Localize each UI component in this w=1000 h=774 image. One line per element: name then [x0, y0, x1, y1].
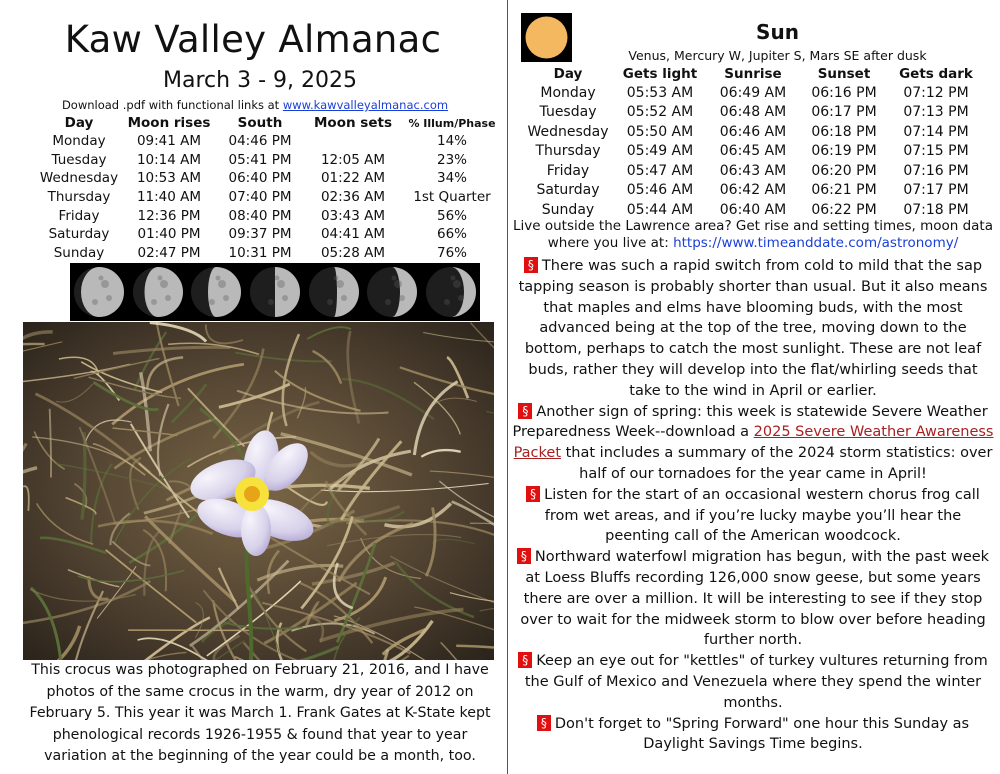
moon-header-rises: Moon rises [127, 115, 211, 131]
sun-light: 05:52 AM [626, 104, 694, 121]
table-row [524, 83, 982, 103]
moon-south: 05:41 PM [228, 151, 292, 168]
moon-rise: 10:14 AM [136, 151, 202, 168]
table-row [524, 122, 982, 142]
note-item [512, 714, 994, 756]
almanac-website-link[interactable]: www.kawvalleyalmanac.com [282, 98, 449, 112]
moon-icon [424, 265, 478, 319]
moon-phase-image [304, 263, 363, 321]
moon-south: 09:37 PM [228, 226, 292, 243]
table-row [524, 103, 982, 123]
sun-dark: 07:18 PM [903, 201, 969, 218]
moon-icon [365, 265, 419, 319]
section-mark-icon: § [518, 403, 532, 419]
moon-header-sets: Moon sets [314, 115, 392, 131]
sun-day: Thursday [535, 143, 601, 160]
table-row [524, 161, 982, 181]
moon-south: 07:40 PM [228, 189, 292, 206]
sun-table [524, 64, 982, 220]
sun-dark: 07:12 PM [903, 84, 969, 101]
sun-title: Sun [756, 20, 799, 44]
sun-rise: 06:46 AM [719, 123, 787, 140]
moon-phase-image [70, 263, 129, 321]
sun-rise: 06:42 AM [719, 182, 787, 199]
table-row [37, 244, 501, 263]
section-mark-icon: § [518, 652, 532, 668]
sun-header-sunset: Sunset [817, 65, 871, 82]
sun-dark: 07:13 PM [903, 104, 969, 121]
column-divider [507, 0, 508, 774]
table-row [37, 169, 501, 188]
moon-phase-image [421, 263, 480, 321]
moon-set: 01:22 AM [320, 170, 386, 187]
section-mark-icon: § [526, 486, 540, 502]
sun-day: Saturday [536, 182, 600, 199]
moon-header-south: South [237, 115, 283, 131]
moon-phase-image [363, 263, 422, 321]
moon-phase: 23% [436, 151, 467, 168]
sun-dark: 07:17 PM [903, 182, 969, 199]
sun-day: Tuesday [539, 104, 597, 121]
table-row [524, 181, 982, 201]
download-note [0, 98, 510, 112]
sun-header-gets-dark: Gets dark [899, 65, 973, 82]
sun-light: 05:53 AM [626, 84, 694, 101]
sun-day: Friday [546, 162, 590, 179]
moon-south: 08:40 PM [228, 207, 292, 224]
table-row [524, 142, 982, 162]
sun-header-day: Day [553, 65, 583, 82]
moon-set: 03:43 AM [320, 207, 386, 224]
moon-icon [248, 265, 302, 319]
moon-day: Monday [52, 133, 106, 150]
moon-phase: 66% [436, 226, 467, 243]
severe-weather-packet-link[interactable]: 2025 Severe Weather Awareness Packet [513, 424, 994, 462]
moon-phase: 1st Quarter [413, 189, 491, 206]
moon-day: Thursday [47, 189, 111, 206]
moon-rise: 12:36 PM [137, 207, 201, 224]
moon-day: Wednesday [39, 170, 119, 187]
section-mark-icon: § [537, 715, 551, 731]
sun-set: 06:22 PM [811, 201, 877, 218]
moon-set: 12:05 AM [320, 151, 386, 168]
moon-set: 04:41 AM [320, 226, 386, 243]
moon-south: 04:46 PM [228, 133, 292, 150]
moon-phase-strip [70, 263, 480, 321]
moon-table [37, 114, 501, 262]
moon-day: Sunday [53, 244, 105, 261]
page-title: Kaw Valley Almanac [64, 18, 442, 61]
sun-set: 06:20 PM [811, 162, 877, 179]
sun-dark: 07:16 PM [903, 162, 969, 179]
sun-set: 06:18 PM [811, 123, 877, 140]
section-mark-icon: § [524, 257, 538, 273]
note-item [512, 256, 994, 402]
sun-rise: 06:45 AM [719, 143, 787, 160]
sun-light: 05:50 AM [626, 123, 694, 140]
moon-icon [189, 265, 243, 319]
moon-day: Saturday [48, 226, 110, 243]
moon-header-day: Day [64, 115, 94, 131]
seasonal-notes [512, 256, 994, 755]
sun-header-sunrise: Sunrise [724, 65, 782, 82]
section-mark-icon: § [517, 548, 531, 564]
moon-day: Friday [58, 207, 100, 224]
moon-phase: 56% [436, 207, 467, 224]
sun-day: Wednesday [527, 123, 609, 140]
table-row [37, 225, 501, 244]
sun-set: 06:19 PM [811, 143, 877, 160]
moon-set: 05:28 AM [320, 244, 386, 261]
planets-note: Venus, Mercury W, Jupiter S, Mars SE after dusk [628, 48, 927, 63]
moon-rise: 01:40 PM [137, 226, 201, 243]
sun-rise: 06:49 AM [719, 84, 787, 101]
note-item [512, 402, 994, 485]
note-text: There was such a rapid switch from cold to mild that the sap tapping season is probably shorter than usual. But it also means that maples and elms have blooming buds, with the most advanced being at the top of the tree, moving down to the bottom, perhaps to catch the most sunlight. These are not leaf buds, rather they will develop into the flat/whirling seeds that take to the wind in April or earlier. [518, 258, 988, 399]
moon-icon [307, 265, 361, 319]
sun-dark: 07:14 PM [903, 123, 969, 140]
note-item [512, 485, 994, 547]
moon-icon [131, 265, 185, 319]
note-text: Northward waterfowl migration has begun, with the past week at Loess Bluffs recording 126,000 snow geese, but some years there are over a million. It will be interesting to see if they stop over to wait for the midweek storm to blow over before heading further north. [520, 549, 990, 649]
table-row [37, 188, 501, 207]
moon-set [303, 132, 403, 151]
sun-rise: 06:43 AM [719, 162, 787, 179]
note-text: that includes a summary of the 2024 storm statistics: over half of our tornadoes for the year came in April! [561, 445, 993, 482]
note-text: Another sign of spring: this week is statewide Severe Weather Preparedness Week--download a [512, 403, 988, 441]
timeanddate-link[interactable]: https://www.timeanddate.com/astronomy/ [673, 235, 959, 251]
sun-rise: 06:40 AM [719, 201, 787, 218]
sun-rise: 06:48 AM [719, 104, 787, 121]
moon-phase: 76% [436, 244, 467, 261]
sun-light: 05:46 AM [626, 182, 694, 199]
download-prefix: Download .pdf with functional links at [61, 98, 283, 112]
crocus-photo [23, 322, 494, 660]
moon-icon [72, 265, 126, 319]
moon-rise: 10:53 AM [136, 170, 202, 187]
table-row [37, 151, 501, 170]
table-row [37, 132, 501, 151]
live-note-text: Live outside the Lawrence area? Get rise and setting times, moon data where you live at: [513, 218, 994, 251]
moon-day: Tuesday [51, 151, 107, 168]
sun-day: Monday [540, 84, 596, 101]
sun-day: Sunday [541, 201, 595, 218]
sun-light: 05:44 AM [626, 201, 694, 218]
sun-set: 06:21 PM [811, 182, 877, 199]
moon-header-phase: % Illum/Phase [408, 116, 496, 130]
moon-phase-image [187, 263, 246, 321]
sun-set: 06:17 PM [811, 104, 877, 121]
sun-icon [521, 13, 572, 62]
sun-light: 05:49 AM [626, 143, 694, 160]
moon-south: 10:31 PM [228, 244, 292, 261]
moon-set: 02:36 AM [320, 189, 386, 206]
moon-phase: 14% [436, 133, 467, 150]
sun-light: 05:47 AM [626, 162, 694, 179]
sun-dark: 07:15 PM [903, 143, 969, 160]
moon-rise: 11:40 AM [136, 189, 202, 206]
note-text: Listen for the start of an occasional western chorus frog call from wet areas, and if you’re lucky maybe you’ll hear the peenting call of the American woodcock. [544, 486, 980, 545]
live-elsewhere-note [513, 218, 993, 252]
date-range: March 3 - 9, 2025 [163, 68, 357, 93]
moon-rise: 09:41 AM [136, 133, 202, 150]
note-item [512, 547, 994, 651]
moon-phase: 34% [436, 170, 467, 187]
photo-caption: This crocus was photographed on February 21, 2016, and I have photos of the same crocus in the warm, dry year of 2012 on February 5. This year it was March 1. Frank Gates at K-State kept phenological records 1926-1955 & found that year to year variation at the beginning of the year could be a month, too. [29, 662, 491, 764]
sun-set: 06:16 PM [811, 84, 877, 101]
sun-table-header [524, 64, 982, 83]
sun-header-gets-light: Gets light [622, 65, 698, 82]
moon-rise: 02:47 PM [137, 244, 201, 261]
moon-south: 06:40 PM [228, 170, 292, 187]
table-row [37, 206, 501, 225]
note-text: Don't forget to "Spring Forward" one hour this Sunday as Daylight Savings Time begins. [554, 715, 970, 753]
moon-phase-image [129, 263, 188, 321]
moon-table-header [37, 114, 501, 132]
moon-phase-image [246, 263, 305, 321]
table-row [524, 200, 982, 220]
note-text: Keep an eye out for "kettles" of turkey vultures returning from the Gulf of Mexico and Venezuela where they spend the winter months. [524, 653, 988, 711]
note-item [512, 651, 994, 713]
